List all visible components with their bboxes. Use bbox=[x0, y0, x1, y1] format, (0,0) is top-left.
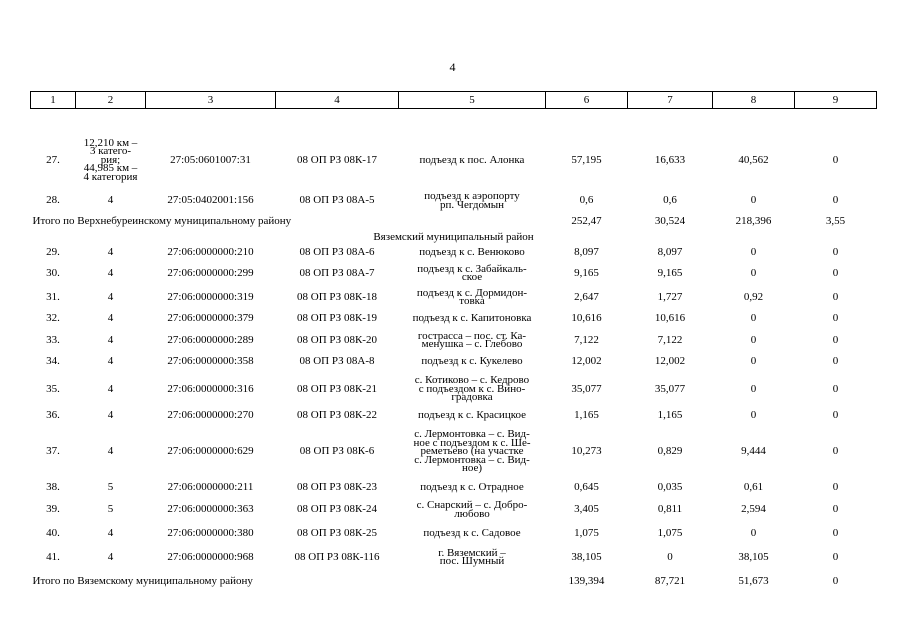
road-name-line: реметьево (на участке bbox=[420, 445, 524, 458]
length-total: 38,105 bbox=[571, 550, 602, 563]
road-name bbox=[399, 371, 546, 407]
length-total: 10,616 bbox=[571, 312, 602, 324]
length-col9: 0 bbox=[832, 503, 839, 515]
length-total: 3,405 bbox=[574, 503, 599, 515]
header-cell: 3 bbox=[146, 92, 276, 109]
road-name bbox=[399, 352, 546, 371]
category-cell bbox=[76, 543, 146, 571]
road-name-line: менушка – с. Глебово bbox=[421, 338, 523, 350]
length-col9: 0 bbox=[832, 526, 839, 539]
length-col9: 0 bbox=[832, 550, 839, 563]
road-name-line: подъезд к с. Кукелево bbox=[421, 355, 523, 368]
table-row bbox=[31, 352, 877, 371]
road-id: 08 ОП РЗ 08К-25 bbox=[297, 526, 377, 539]
table-row bbox=[31, 543, 877, 571]
table-row bbox=[31, 261, 877, 285]
row-number: 31. bbox=[46, 290, 60, 303]
header-cell: 4 bbox=[276, 92, 399, 109]
road-name bbox=[399, 424, 546, 479]
category-cell-line: 4 bbox=[107, 246, 114, 259]
header-cell: 5 bbox=[399, 92, 546, 109]
road-id: 08 ОП РЗ 08А-8 bbox=[299, 355, 375, 367]
total-col9: 0 bbox=[832, 574, 839, 587]
category-cell-line: 44,985 км – bbox=[83, 162, 138, 175]
length-col8: 0 bbox=[750, 355, 757, 367]
category-cell bbox=[76, 309, 146, 328]
table-row bbox=[31, 309, 877, 328]
length-col9: 0 bbox=[832, 409, 839, 421]
length-col8: 0,92 bbox=[743, 290, 764, 303]
total-col6: 139,394 bbox=[568, 574, 605, 587]
cadastral-number: 27:05:0402001:156 bbox=[167, 194, 254, 206]
length-col8: 40,562 bbox=[738, 153, 769, 166]
category-cell-line: 5 bbox=[107, 481, 114, 494]
length-col7: 1,075 bbox=[657, 526, 683, 539]
category-cell bbox=[76, 496, 146, 523]
road-id: 08 ОП РЗ 08К-22 bbox=[297, 409, 377, 421]
cadastral-number: 27:06:0000000:379 bbox=[167, 312, 254, 324]
category-cell-line: 4 bbox=[107, 526, 114, 539]
table-row bbox=[31, 328, 877, 352]
length-col9: 0 bbox=[832, 246, 839, 258]
road-name bbox=[399, 189, 546, 212]
road-name bbox=[399, 244, 546, 261]
road-name-line: г. Вяземский – bbox=[438, 546, 506, 559]
road-name-line: ное) bbox=[461, 462, 483, 475]
length-col7: 7,122 bbox=[657, 333, 683, 346]
road-name-line: рп. Чегдомын bbox=[439, 198, 504, 211]
header-cell: 9 bbox=[795, 92, 877, 109]
length-col8: 0 bbox=[750, 333, 757, 346]
total-col8: 51,673 bbox=[738, 574, 769, 587]
category-cell bbox=[76, 285, 146, 309]
cadastral-number: 27:06:0000000:211 bbox=[167, 481, 254, 493]
road-name-line: подъезд к с. Венюково bbox=[419, 246, 525, 259]
road-name-line: подъезд к с. Забайкаль- bbox=[417, 262, 527, 275]
length-col7: 35,077 bbox=[654, 382, 686, 395]
length-col8: 0 bbox=[750, 246, 757, 258]
header-cell: 8 bbox=[713, 92, 795, 109]
category-cell-line: 4 категория bbox=[83, 170, 138, 183]
length-col7: 16,633 bbox=[654, 153, 686, 166]
road-name bbox=[399, 479, 546, 496]
road-id: 08 ОП РЗ 08К-17 bbox=[297, 153, 377, 166]
category-cell-line: 4 bbox=[107, 445, 114, 458]
road-id: 08 ОП РЗ 08К-6 bbox=[299, 445, 375, 457]
length-col7: 0,811 bbox=[657, 503, 683, 515]
category-cell bbox=[76, 189, 146, 212]
row-number: 40. bbox=[46, 526, 60, 539]
category-cell-line: 4 bbox=[107, 333, 114, 346]
road-id: 08 ОП РЗ 08К-23 bbox=[297, 481, 377, 493]
road-name-line: ное с подъездом к с. Ше- bbox=[413, 436, 531, 449]
road-name-line: с. Лермонтовка – с. Вид- bbox=[414, 428, 530, 441]
category-cell-line: 4 bbox=[107, 355, 114, 368]
road-name-line: товка bbox=[459, 295, 485, 307]
length-total: 35,077 bbox=[571, 382, 602, 395]
row-number: 28. bbox=[46, 194, 60, 206]
category-cell bbox=[76, 424, 146, 479]
length-col8: 0 bbox=[750, 382, 757, 395]
road-name-line: подъезд к с. Отрадное bbox=[420, 481, 524, 494]
cadastral-number: 27:06:0000000:319 bbox=[167, 290, 254, 303]
road-name-line: подъезд к аэропорту bbox=[424, 190, 520, 202]
section-title: Вяземский муниципальный район bbox=[373, 231, 534, 243]
road-name-line: подъезд к с. Дормидон- bbox=[416, 286, 528, 299]
length-total: 12,002 bbox=[571, 355, 602, 367]
length-col8: 38,105 bbox=[738, 550, 769, 563]
category-cell bbox=[76, 244, 146, 261]
road-id: 08 ОП РЗ 08К-21 bbox=[297, 382, 377, 395]
road-name-line: пос. Шумный bbox=[439, 555, 505, 567]
category-cell bbox=[76, 523, 146, 543]
length-col7: 0 bbox=[667, 550, 673, 563]
row-number: 29. bbox=[46, 246, 60, 258]
header-cell: 7 bbox=[628, 92, 713, 109]
table-row bbox=[31, 131, 877, 189]
total-row bbox=[31, 571, 877, 591]
length-total: 0,6 bbox=[579, 194, 594, 206]
total-col7: 30,524 bbox=[654, 215, 686, 227]
length-col7: 1,727 bbox=[657, 290, 683, 303]
category-cell-line: 4 bbox=[107, 550, 114, 563]
category-cell bbox=[76, 328, 146, 352]
road-id: 08 ОП РЗ 08А-6 bbox=[299, 246, 375, 258]
row-number: 38. bbox=[46, 481, 60, 493]
table-body bbox=[31, 109, 877, 592]
row-number: 37. bbox=[46, 445, 60, 457]
category-cell-line: 4 bbox=[107, 266, 114, 279]
road-name bbox=[399, 309, 546, 328]
road-id: 08 ОП РЗ 08К-19 bbox=[297, 312, 377, 324]
total-col9: 3,55 bbox=[825, 215, 846, 227]
road-name-line: с. Котиково – с. Кедрово bbox=[414, 374, 530, 387]
road-id: 08 ОП РЗ 08А-7 bbox=[299, 266, 375, 279]
category-cell-line: 12,210 км – bbox=[83, 136, 138, 149]
length-col7: 0,6 bbox=[663, 194, 677, 206]
table-row bbox=[31, 244, 877, 261]
total-label: Итого по Вяземскому муниципальному району bbox=[32, 574, 253, 587]
road-name bbox=[399, 523, 546, 543]
section-row bbox=[31, 231, 877, 244]
category-cell-line: 5 bbox=[107, 503, 114, 516]
category-cell bbox=[76, 371, 146, 407]
cadastral-number: 27:06:0000000:968 bbox=[167, 550, 254, 563]
cadastral-number: 27:06:0000000:316 bbox=[167, 382, 254, 395]
length-col7: 0,829 bbox=[657, 445, 683, 457]
category-cell bbox=[76, 407, 146, 424]
total-col6: 252,47 bbox=[571, 215, 602, 227]
length-col8: 9,444 bbox=[741, 445, 766, 457]
length-total: 7,122 bbox=[574, 333, 599, 346]
category-cell-line: 4 bbox=[107, 382, 114, 395]
total-label: Итого по Верхнебуреинскому муниципальному району bbox=[32, 215, 292, 227]
length-col7: 8,097 bbox=[657, 246, 683, 258]
row-number: 39. bbox=[46, 503, 60, 515]
table-row bbox=[31, 371, 877, 407]
road-id: 08 ОП РЗ 08К-18 bbox=[297, 290, 377, 303]
cadastral-number: 27:06:0000000:210 bbox=[167, 246, 254, 258]
table-row bbox=[31, 479, 877, 496]
road-name bbox=[399, 131, 546, 189]
length-col8: 0 bbox=[750, 194, 757, 206]
row-number: 34. bbox=[46, 355, 60, 367]
length-total: 8,097 bbox=[574, 246, 599, 258]
length-col7: 10,616 bbox=[654, 312, 686, 324]
length-col7: 1,165 bbox=[657, 409, 683, 421]
table-row bbox=[31, 285, 877, 309]
length-total: 57,195 bbox=[571, 153, 602, 166]
row-number: 32. bbox=[46, 312, 60, 324]
length-col8: 0,61 bbox=[743, 481, 764, 493]
length-col9: 0 bbox=[832, 445, 839, 457]
category-cell bbox=[76, 261, 146, 285]
row-number: 27. bbox=[46, 153, 60, 166]
road-name-line: подъезд к пос. Алонка bbox=[419, 153, 525, 166]
cadastral-number: 27:05:0601007:31 bbox=[170, 153, 251, 166]
category-cell-line: 4 bbox=[107, 194, 114, 207]
spacer-row bbox=[31, 109, 877, 132]
header-row bbox=[31, 92, 877, 109]
category-cell-line: 4 bbox=[107, 312, 114, 325]
road-name-line: с. Снарский – с. Добро- bbox=[416, 499, 528, 511]
length-total: 0,645 bbox=[574, 481, 599, 493]
road-name-line: подъезд к с. Садовое bbox=[423, 526, 521, 539]
cadastral-number: 27:06:0000000:289 bbox=[167, 333, 254, 346]
length-col8: 2,594 bbox=[741, 503, 766, 515]
category-cell-line: 4 bbox=[107, 290, 114, 303]
category-cell bbox=[76, 131, 146, 189]
table-row bbox=[31, 424, 877, 479]
table-row bbox=[31, 407, 877, 424]
row-number: 33. bbox=[46, 333, 60, 346]
road-id: 08 ОП РЗ 08К-24 bbox=[297, 503, 377, 515]
length-col9: 0 bbox=[832, 290, 839, 303]
road-id: 08 ОП РЗ 08К-20 bbox=[297, 333, 377, 346]
length-col8: 0 bbox=[750, 526, 757, 539]
road-name bbox=[399, 328, 546, 352]
road-id: 08 ОП РЗ 08К-116 bbox=[294, 550, 380, 563]
road-name-line: гострасса – пос. ст. Ка- bbox=[417, 329, 527, 342]
table-row bbox=[31, 189, 877, 212]
page-number: 4 bbox=[449, 60, 456, 74]
length-col9: 0 bbox=[832, 481, 839, 493]
road-name-line: с. Лермонтовка – с. Вид- bbox=[414, 453, 530, 466]
length-col9: 0 bbox=[832, 355, 839, 367]
cadastral-number: 27:06:0000000:629 bbox=[167, 445, 254, 457]
length-col9: 0 bbox=[832, 194, 839, 206]
road-name bbox=[399, 261, 546, 285]
row-number: 36. bbox=[46, 409, 60, 421]
length-col9: 0 bbox=[832, 333, 839, 346]
header-cell: 2 bbox=[76, 92, 146, 109]
length-col8: 0 bbox=[750, 266, 757, 279]
road-name-line: с подъездом к с. Вино- bbox=[418, 382, 526, 395]
length-total: 9,165 bbox=[574, 266, 599, 279]
road-name bbox=[399, 285, 546, 309]
table-row bbox=[31, 496, 877, 523]
table-row bbox=[31, 523, 877, 543]
road-name-line: подъезд к с. Капитоновка bbox=[412, 312, 532, 325]
road-id: 08 ОП РЗ 08А-5 bbox=[299, 194, 375, 206]
length-total: 10,273 bbox=[571, 445, 602, 457]
cadastral-number: 27:06:0000000:270 bbox=[167, 409, 254, 421]
length-col9: 0 bbox=[832, 382, 839, 395]
cadastral-number: 27:06:0000000:380 bbox=[167, 526, 254, 539]
road-name bbox=[399, 407, 546, 424]
road-name-line: градовка bbox=[451, 391, 493, 404]
category-cell-line: 3 катего- bbox=[89, 145, 132, 158]
road-name-line: любово bbox=[454, 507, 490, 520]
length-col7: 0,035 bbox=[657, 481, 683, 493]
length-col8: 0 bbox=[750, 409, 757, 421]
length-col8: 0 bbox=[750, 312, 757, 324]
total-col8: 218,396 bbox=[735, 215, 772, 227]
row-number: 41. bbox=[46, 550, 60, 563]
cadastral-number: 27:06:0000000:299 bbox=[167, 266, 254, 279]
road-name-line: ское bbox=[461, 271, 483, 283]
category-cell-line: 4 bbox=[107, 409, 114, 422]
cadastral-number: 27:06:0000000:358 bbox=[167, 355, 254, 367]
row-number: 30. bbox=[46, 266, 60, 279]
road-name bbox=[399, 543, 546, 571]
length-col9: 0 bbox=[832, 153, 839, 166]
length-col9: 0 bbox=[832, 312, 839, 324]
length-col7: 12,002 bbox=[654, 355, 686, 367]
header-cell: 1 bbox=[31, 92, 76, 109]
length-total: 1,075 bbox=[574, 526, 599, 539]
length-col9: 0 bbox=[832, 266, 839, 279]
length-total: 1,165 bbox=[574, 409, 599, 421]
row-number: 35. bbox=[46, 382, 60, 395]
total-row bbox=[31, 212, 877, 231]
total-col7: 87,721 bbox=[654, 574, 686, 587]
category-cell bbox=[76, 479, 146, 496]
category-cell-line: рия; bbox=[100, 153, 121, 166]
length-total: 2,647 bbox=[574, 290, 599, 303]
length-col7: 9,165 bbox=[657, 266, 683, 279]
header-cell: 6 bbox=[546, 92, 628, 109]
road-name-line: подъезд к с. Красицкое bbox=[417, 409, 527, 422]
category-cell bbox=[76, 352, 146, 371]
roads-table bbox=[30, 91, 877, 591]
road-name bbox=[399, 496, 546, 523]
cadastral-number: 27:06:0000000:363 bbox=[167, 503, 254, 515]
